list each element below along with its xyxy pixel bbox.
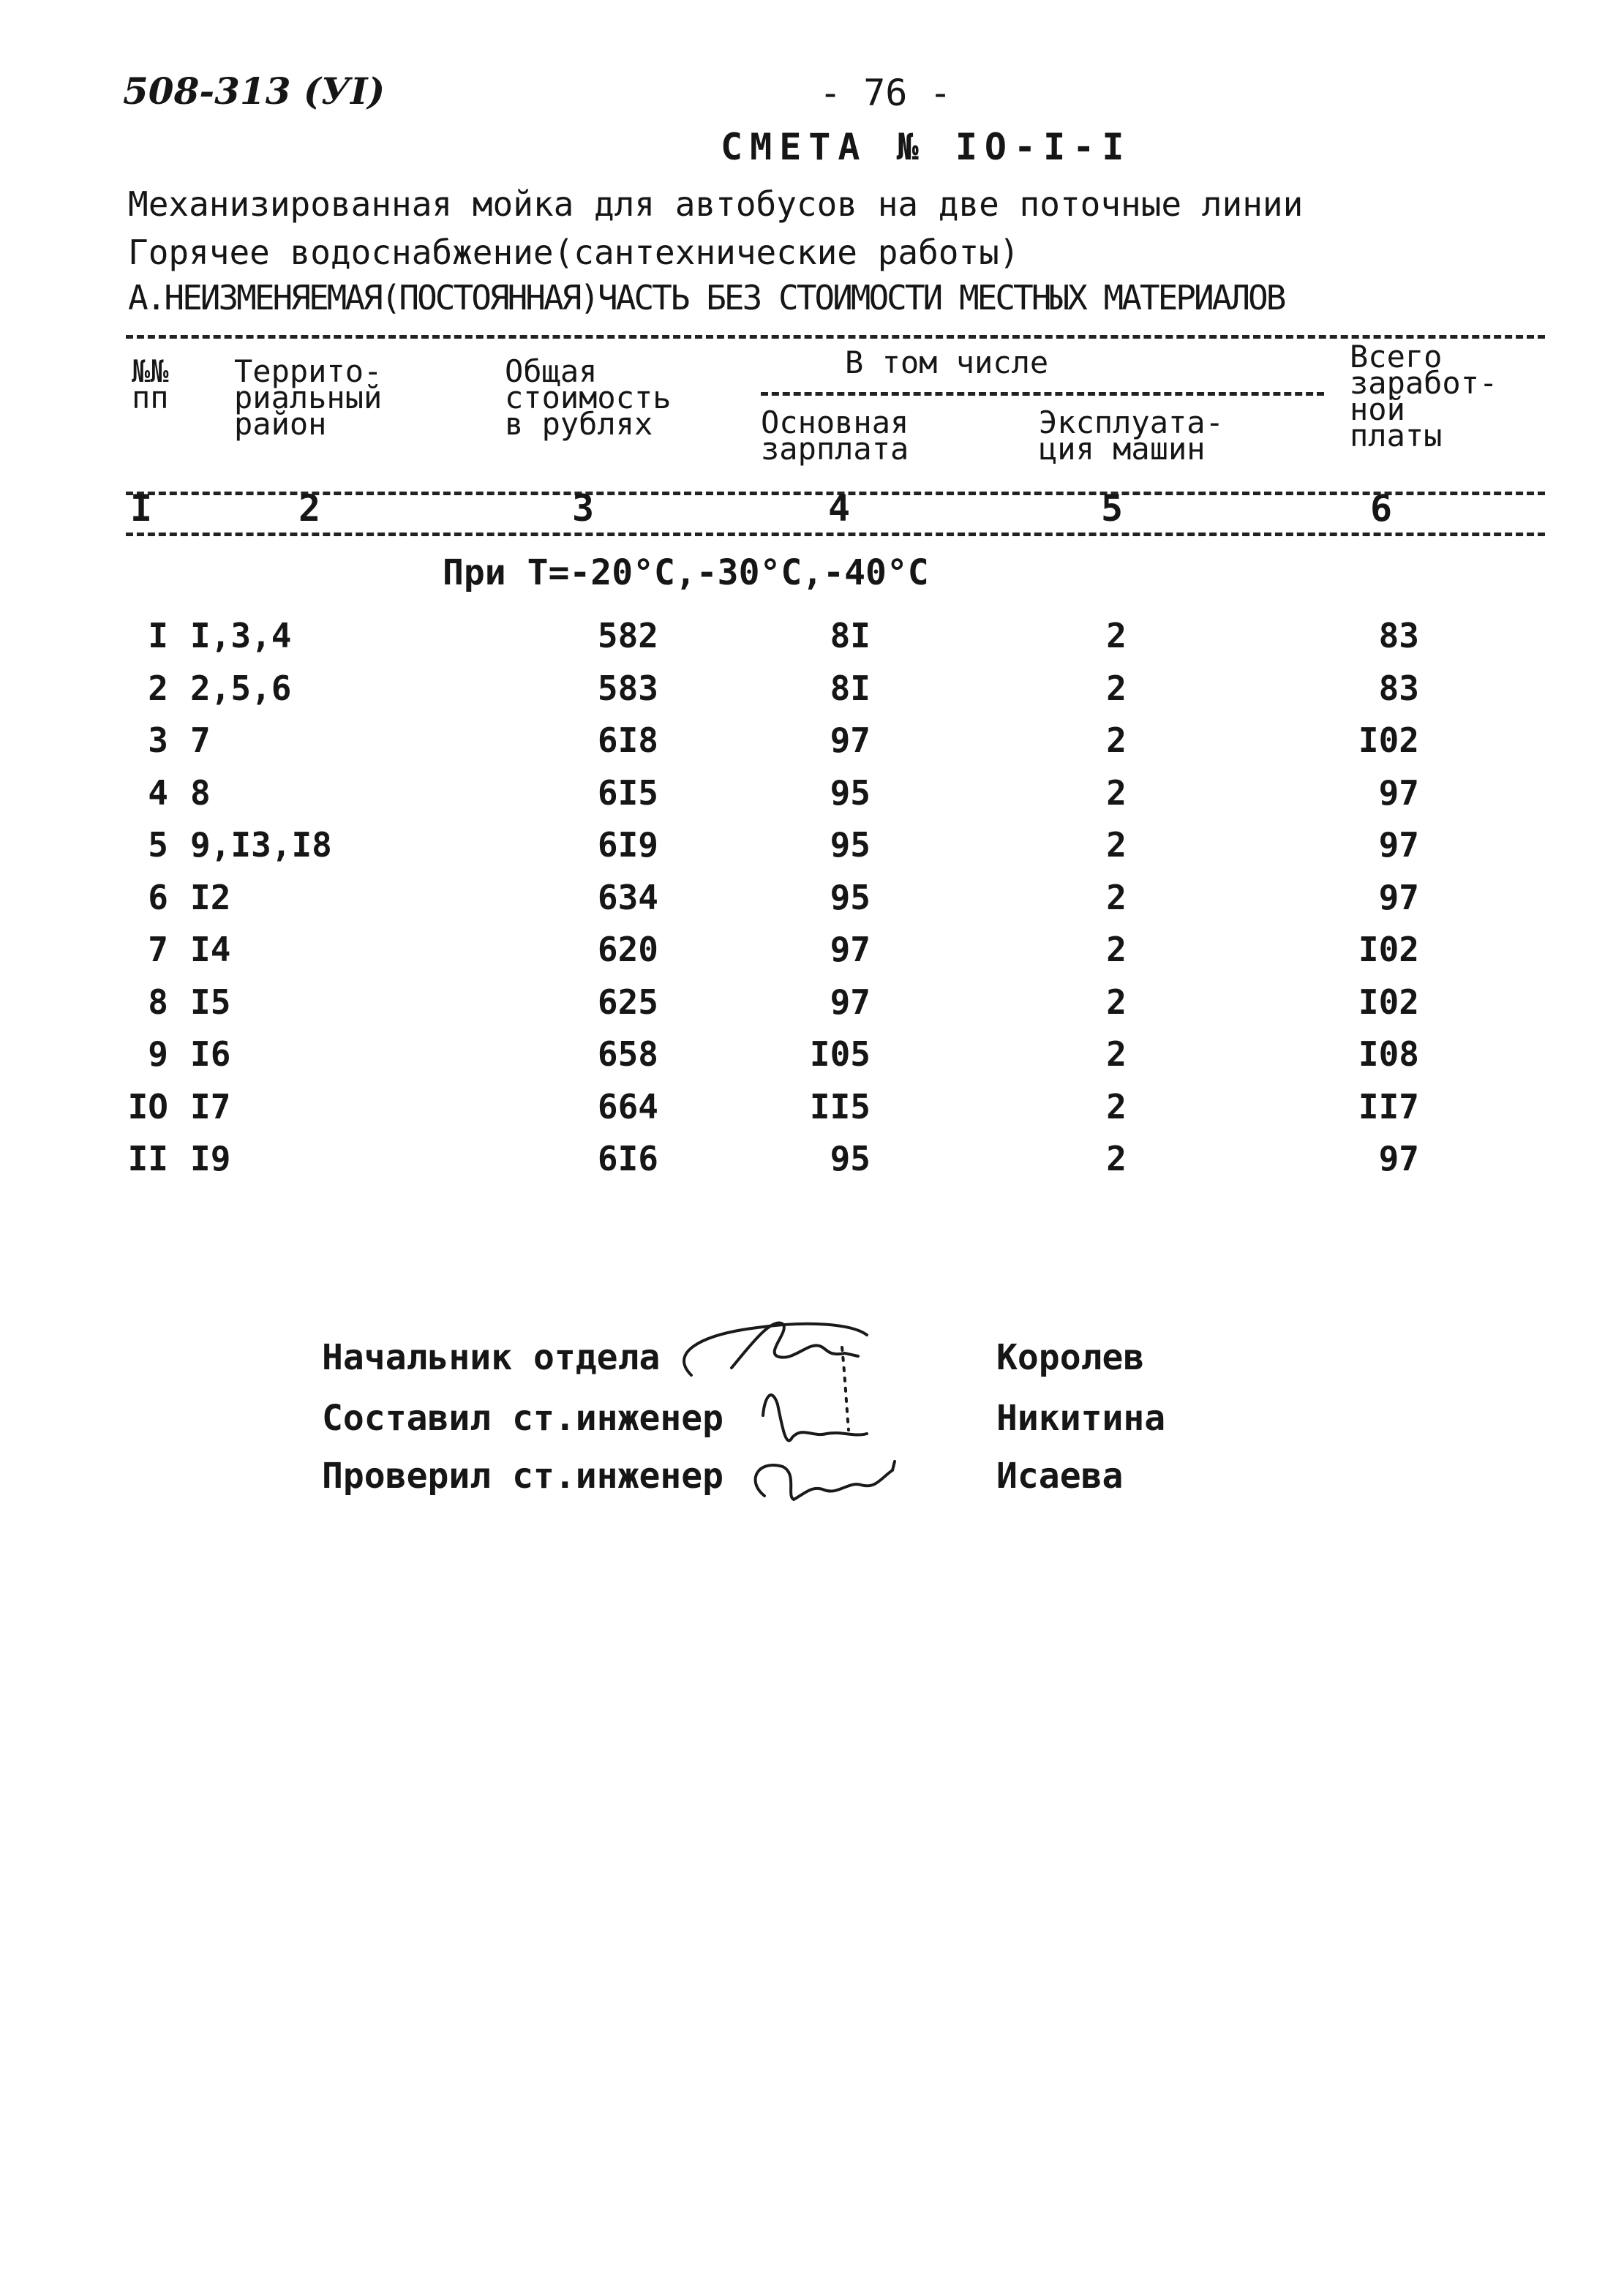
cell-total-cost: 583 bbox=[597, 669, 658, 708]
header-machine-operation: Эксплуата- ция машин bbox=[1039, 405, 1224, 467]
cell-region: I4 bbox=[190, 930, 231, 969]
signature-isaeva bbox=[756, 1461, 895, 1500]
cell-number: 7 bbox=[148, 930, 168, 969]
temperature-condition: При Т=-20°С,-30°С,-40°С bbox=[443, 552, 929, 593]
cell-region: 2,5,6 bbox=[190, 669, 292, 708]
cell-total-salary: 83 bbox=[1378, 616, 1419, 655]
signature-dots bbox=[842, 1347, 849, 1430]
cell-number: 3 bbox=[148, 721, 168, 760]
cell-total-cost: 6I5 bbox=[597, 773, 658, 813]
cell-number: 2 bbox=[148, 669, 168, 708]
header-region: Террито- риальный район bbox=[234, 353, 383, 442]
cell-machine-operation: 2 bbox=[1106, 1139, 1127, 1178]
cell-region: I9 bbox=[190, 1139, 231, 1178]
cell-region: 9,I3,I8 bbox=[190, 825, 332, 865]
page-number: - 76 - bbox=[819, 72, 952, 114]
cell-base-salary: 95 bbox=[830, 1139, 871, 1178]
column-number: 2 bbox=[298, 487, 321, 530]
signature-nikitina bbox=[763, 1395, 867, 1440]
cell-number: 5 bbox=[148, 825, 168, 865]
cell-total-salary: I02 bbox=[1358, 982, 1419, 1022]
cell-total-cost: 658 bbox=[597, 1034, 658, 1074]
cell-base-salary: 95 bbox=[830, 825, 871, 865]
header-total-salary: Всего заработ- ной платы bbox=[1350, 339, 1498, 454]
cell-machine-operation: 2 bbox=[1106, 982, 1127, 1022]
cell-number: IO bbox=[127, 1087, 168, 1126]
cell-total-cost: 6I6 bbox=[597, 1139, 658, 1178]
cell-machine-operation: 2 bbox=[1106, 1034, 1127, 1074]
signature-role: Проверил ст.инженер bbox=[322, 1456, 724, 1497]
header-base-salary: Основная зарплата bbox=[761, 405, 909, 467]
cell-total-cost: 582 bbox=[597, 616, 658, 655]
cell-total-cost: 620 bbox=[597, 930, 658, 969]
cell-total-salary: I08 bbox=[1358, 1034, 1419, 1074]
cell-machine-operation: 2 bbox=[1106, 721, 1127, 760]
cell-base-salary: 95 bbox=[830, 878, 871, 917]
cell-base-salary: 97 bbox=[830, 721, 871, 760]
cell-number: 4 bbox=[148, 773, 168, 813]
cell-base-salary: I05 bbox=[809, 1034, 871, 1074]
cell-region: I5 bbox=[190, 982, 231, 1022]
signature-name: Королев bbox=[996, 1337, 1145, 1378]
cell-total-salary: 97 bbox=[1378, 1139, 1419, 1178]
cell-region: 7 bbox=[190, 721, 211, 760]
cell-base-salary: 8I bbox=[830, 616, 871, 655]
cell-region: 8 bbox=[190, 773, 211, 813]
cell-total-salary: I02 bbox=[1358, 721, 1419, 760]
section-title: А.НЕИЗМЕНЯЕМАЯ(ПОСТОЯННАЯ)ЧАСТЬ БЕЗ СТОИМОСТИ МЕСТНЫХ МАТЕРИАЛОВ bbox=[128, 278, 1285, 317]
header-including: В том числе bbox=[845, 345, 1049, 380]
cell-machine-operation: 2 bbox=[1106, 825, 1127, 865]
cell-total-cost: 664 bbox=[597, 1087, 658, 1126]
column-numbers-bottom-rule bbox=[126, 533, 1545, 536]
cell-total-cost: 625 bbox=[597, 982, 658, 1022]
cell-number: 9 bbox=[148, 1034, 168, 1074]
cell-total-salary: 97 bbox=[1378, 773, 1419, 813]
work-type: Горячее водоснабжение(сантехнические работы) bbox=[128, 233, 1020, 272]
cell-base-salary: 8I bbox=[830, 669, 871, 708]
cell-base-salary: II5 bbox=[809, 1087, 871, 1126]
column-number: 3 bbox=[572, 487, 595, 530]
smeta-title: СМЕТА № IO-I-I bbox=[721, 126, 1132, 168]
cell-machine-operation: 2 bbox=[1106, 616, 1127, 655]
object-title: Механизированная мойка для автобусов на две поточные линии bbox=[128, 184, 1304, 224]
document-code: 508-313 (УI) bbox=[123, 69, 386, 113]
column-number: 5 bbox=[1101, 487, 1124, 530]
cell-total-salary: 97 bbox=[1378, 825, 1419, 865]
cell-total-salary: 97 bbox=[1378, 878, 1419, 917]
cell-region: I7 bbox=[190, 1087, 231, 1126]
signature-role: Составил ст.инженер bbox=[322, 1398, 724, 1439]
cell-base-salary: 95 bbox=[830, 773, 871, 813]
header-number: №№ пп bbox=[132, 353, 169, 415]
group-rule bbox=[761, 392, 1324, 396]
cell-base-salary: 97 bbox=[830, 982, 871, 1022]
cell-region: I6 bbox=[190, 1034, 231, 1074]
cell-machine-operation: 2 bbox=[1106, 1087, 1127, 1126]
signature-name: Никитина bbox=[996, 1398, 1166, 1439]
table-top-rule bbox=[126, 335, 1545, 339]
column-number: 6 bbox=[1370, 487, 1393, 530]
cell-machine-operation: 2 bbox=[1106, 773, 1127, 813]
cell-total-salary: II7 bbox=[1358, 1087, 1419, 1126]
signature-role: Начальник отдела bbox=[322, 1337, 661, 1378]
cell-base-salary: 97 bbox=[830, 930, 871, 969]
cell-number: 8 bbox=[148, 982, 168, 1022]
signature-name: Исаева bbox=[996, 1456, 1124, 1497]
cell-number: 6 bbox=[148, 878, 168, 917]
cell-machine-operation: 2 bbox=[1106, 878, 1127, 917]
cell-region: I2 bbox=[190, 878, 231, 917]
column-number: 4 bbox=[828, 487, 851, 530]
cell-total-cost: 634 bbox=[597, 878, 658, 917]
header-total-cost: Общая стоимость в рублях bbox=[505, 353, 672, 442]
cell-total-cost: 6I9 bbox=[597, 825, 658, 865]
cell-total-salary: 83 bbox=[1378, 669, 1419, 708]
cell-machine-operation: 2 bbox=[1106, 669, 1127, 708]
cell-number: I bbox=[148, 616, 168, 655]
cell-total-salary: I02 bbox=[1358, 930, 1419, 969]
cell-machine-operation: 2 bbox=[1106, 930, 1127, 969]
cell-number: II bbox=[127, 1139, 168, 1178]
column-number: I bbox=[130, 487, 153, 530]
cell-total-cost: 6I8 bbox=[597, 721, 658, 760]
cell-region: I,3,4 bbox=[190, 616, 292, 655]
